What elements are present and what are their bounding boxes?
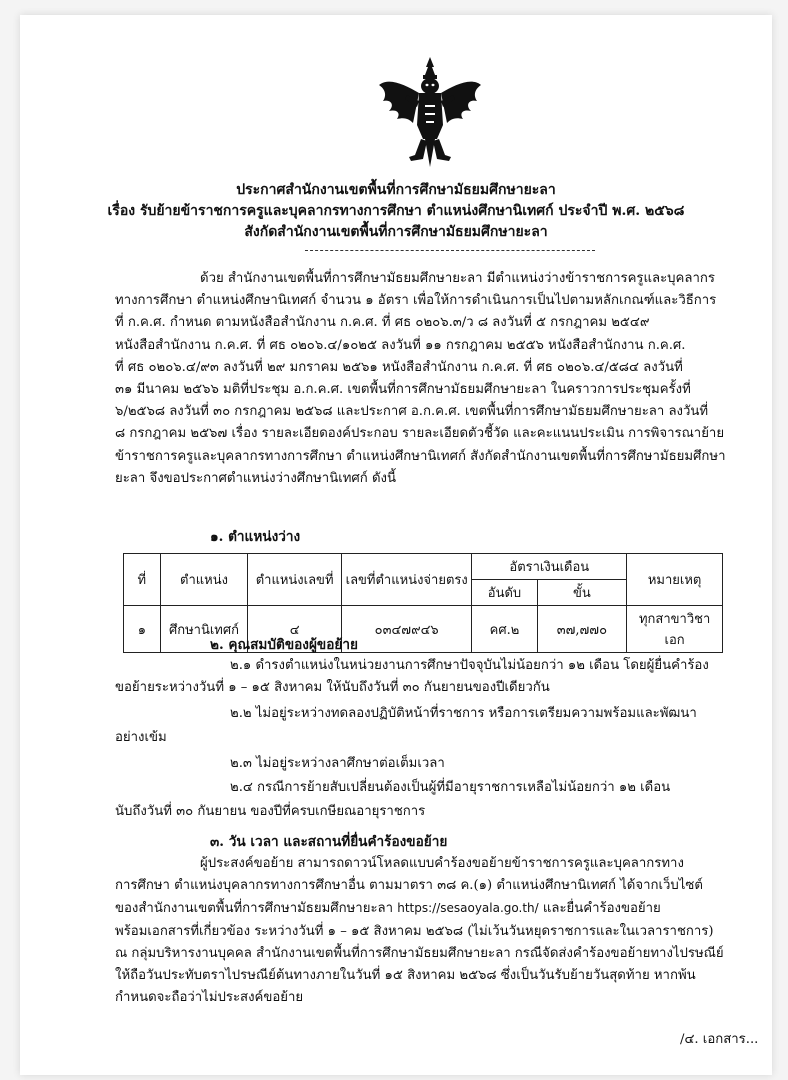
intro-line: ๘ กรกฎาคม ๒๕๖๗ เรื่อง รายละเอียดองค์ประกอบ รายละเอียดตัวชี้วัด และคะแนนประเมิน การพิจารณาย้าย — [115, 426, 725, 442]
cell-no: ๑ — [124, 606, 161, 653]
intro-line: ที่ ก.ค.ศ. กำหนด ตามหนังสือสำนักงาน ก.ค.ศ. ที่ ศธ ๐๒๐๖.๓/ว ๘ ลงวันที่ ๕ กรกฎาคม ๒๕๔๙ — [115, 315, 650, 331]
cell-position-no: ๔ — [248, 606, 342, 653]
qualification-2-2: ๒.๒ ไม่อยู่ระหว่างทดลองปฏิบัติหน้าที่ราชการ หรือการเตรียมความพร้อมและพัฒนา — [230, 706, 697, 721]
qualification-2-1: ๒.๑ ดำรงตำแหน่งในหน่วยงานการศึกษาปัจจุบันไม่น้อยกว่า ๑๒ เดือน โดยผู้ยื่นคำร้อง — [230, 658, 709, 673]
intro-line: ยะลา จึงขอประกาศตำแหน่งว่างศึกษานิเทศก์ ดังนี้ — [115, 470, 396, 486]
application-paragraph — [115, 853, 727, 1009]
intro-line: ๓๑ มีนาคม ๒๕๖๖ มติที่ประชุม อ.ก.ค.ศ. เขตพื้นที่การศึกษามัธยมศึกษายะลา ในคราวการประชุมครั้งที่ — [115, 382, 691, 398]
intro-paragraph — [115, 268, 727, 490]
application-line — [115, 897, 727, 920]
garuda-emblem-icon — [375, 55, 485, 170]
intro-line: ด้วย สำนักงานเขตพื้นที่การศึกษามัธยมศึกษายะลา มีตำแหน่งว่างข้าราชการครูและบุคลากร — [200, 271, 715, 286]
document-page — [20, 15, 772, 1075]
title-line-1: ประกาศสำนักงานเขตพื้นที่การศึกษามัธยมศึกษายะลา — [236, 182, 556, 198]
cell-rank: คศ.๒ — [472, 606, 537, 653]
intro-line: ทางการศึกษา ตำแหน่งศึกษานิเทศก์ จำนวน ๑ อัตรา เพื่อให้การดำเนินการเป็นไปตามหลักเกณฑ์และวิธีการ — [115, 293, 717, 309]
col-position-header: ตำแหน่ง — [160, 554, 248, 606]
cell-note: ทุกสาขาวิชาเอก — [627, 606, 723, 653]
intro-line: ข้าราชการครูและบุคลากรทางการศึกษา ตำแหน่งศึกษานิเทศก์ สังกัดสำนักงานเขตพื้นที่การศึกษามัธยมศึกษา — [115, 448, 726, 464]
intro-line: ๖/๒๕๖๘ ลงวันที่ ๓๐ กรกฎาคม ๒๕๖๘ และประกาศ อ.ก.ค.ศ. เขตพื้นที่การศึกษามัธยมศึกษายะลา ลงวันที่ — [115, 404, 709, 420]
cell-pay-no: ๐๓๔๗๙๔๖ — [341, 606, 471, 653]
col-note-header: หมายเหตุ — [627, 554, 723, 606]
application-line: การศึกษา ตำแหน่งบุคลากรทางการศึกษาอื่น ตามมาตรา ๓๘ ค.(๑) ตำแหน่งศึกษานิเทศก์ ได้จากเว็บไซต์ — [115, 878, 703, 894]
col-salary-header: อัตราเงินเดือน — [472, 554, 627, 580]
section-2-heading: ๒. คุณสมบัติของผู้ขอย้าย — [210, 637, 358, 653]
qualification-2-3: ๒.๓ ไม่อยู่ระหว่างลาศึกษาต่อเต็มเวลา — [230, 756, 445, 771]
qualification-2-1-cont: ขอย้ายระหว่างวันที่ ๑ – ๑๕ สิงหาคม ให้นับถึงวันที่ ๓๐ กันยายนของปีเดียวกัน — [115, 680, 550, 695]
qualification-2-4-cont: นับถึงวันที่ ๓๐ กันยายน ของปีที่ครบเกษียณอายุราชการ — [115, 804, 426, 819]
qualification-2-4: ๒.๔ กรณีการย้ายสับเปลี่ยนต้องเป็นผู้ที่มีอายุราชการเหลือไม่น้อยกว่า ๑๒ เดือน — [230, 780, 671, 795]
col-pay-no-header: เลขที่ตำแหน่งจ่ายตรง — [341, 554, 471, 606]
application-line: ผู้ประสงค์ขอย้าย สามารถดาวน์โหลดแบบคำร้องขอย้ายข้าราชการครูและบุคลากรทาง — [200, 856, 684, 871]
intro-line: ที่ ศธ ๐๒๐๖.๔/๙๓ ลงวันที่ ๒๙ มกราคม ๒๕๖๑ หนังสือสำนักงาน ก.ค.ศ. ที่ ศธ ๐๒๐๖.๔/๕๘๔ ลงวันที่ — [115, 359, 683, 375]
announcement-title — [20, 180, 772, 243]
website-link[interactable]: https://sesaoyala.go.th/ — [397, 901, 539, 916]
application-line: ให้ถือวันประทับตราไปรษณีย์ต้นทางภายในวันที่ ๑๕ สิงหาคม ๒๕๖๘ ซึ่งเป็นวันรับย้ายวันสุดท้าย หากพ้น — [115, 968, 696, 984]
cell-step: ๓๗,๗๗๐ — [537, 606, 627, 653]
qualification-2-2-cont: อย่างเข้ม — [115, 730, 167, 745]
title-line-3: สังกัดสำนักงานเขตพื้นที่การศึกษามัธยมศึกษายะลา — [244, 224, 548, 240]
application-line-part: และยื่นคำร้องขอย้าย — [538, 901, 661, 917]
col-step-header: ขั้น — [537, 580, 627, 606]
intro-line: หนังสือสำนักงาน ก.ค.ศ. ที่ ศธ ๐๒๐๖.๔/๑๐๒๕ ลงวันที่ ๑๑ กรกฎาคม ๒๕๕๖ หนังสือสำนักงาน ก.ค.ศ. — [115, 337, 686, 353]
application-line-part: ของสำนักงานเขตพื้นที่การศึกษามัธยมศึกษายะลา — [115, 901, 398, 917]
separator-line — [305, 250, 595, 251]
title-subject: เรื่อง รับย้ายข้าราชการครูและบุคลากรทางการศึกษา ตำแหน่งศึกษานิเทศก์ ประจำปี พ.ศ. ๒๕๖๘ — [107, 203, 685, 219]
col-rank-header: อันดับ — [472, 580, 537, 606]
application-line: กำหนดจะถือว่าไม่ประสงค์ขอย้าย — [115, 990, 304, 1006]
cell-position: ศึกษานิเทศก์ — [160, 606, 248, 653]
section-1-heading: ๑. ตำแหน่งว่าง — [210, 529, 301, 545]
col-no-header: ที่ — [124, 554, 161, 606]
col-position-no-header: ตำแหน่งเลขที่ — [248, 554, 342, 606]
continued-reference: /๔. เอกสาร... — [680, 1032, 759, 1047]
application-line: พร้อมเอกสารที่เกี่ยวข้อง ระหว่างวันที่ ๑ – ๑๕ สิงหาคม ๒๕๖๘ (ไม่เว้นวันหยุดราชการและในเวลาราชการ) — [115, 923, 714, 939]
section-3-heading: ๓. วัน เวลา และสถานที่ยื่นคำร้องขอย้าย — [210, 834, 448, 850]
application-line: ณ กลุ่มบริหารงานบุคคล สำนักงานเขตพื้นที่การศึกษามัธยมศึกษายะลา กรณีจัดส่งคำร้องขอย้ายทางไปรษณีย์ — [115, 945, 724, 961]
